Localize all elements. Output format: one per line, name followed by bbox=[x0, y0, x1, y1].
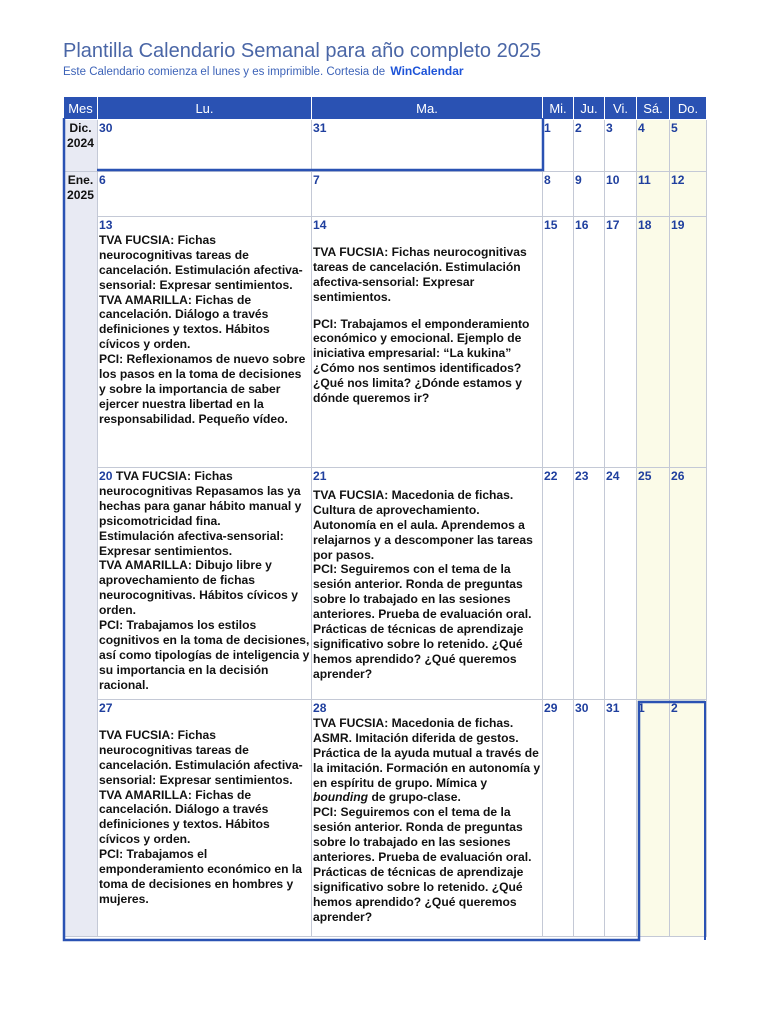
day-number: 6 bbox=[99, 173, 106, 187]
day-number: 17 bbox=[606, 218, 620, 232]
day-cell[interactable] bbox=[605, 120, 637, 172]
activity-text: TVA FUCSIA: Fichas neurocognitivas Repasamos las ya hechas para ganar hábito manual y psicomotricidad fina. bbox=[99, 469, 302, 528]
day-number: 5 bbox=[671, 121, 678, 135]
col-header-ju: Ju. bbox=[574, 97, 605, 120]
weekend-cell[interactable] bbox=[637, 468, 670, 700]
day-number: 2 bbox=[671, 701, 678, 715]
activity-text: PCI: Seguiremos con el tema de la sesión anterior. Ronda de preguntas sobre lo trabajado en las sesiones anteriores. Prueba de evaluación oral. Prácticas de técnicas de aprendizaje significativo sobre lo retenido. ¿Qué hemos aprendido? ¿Qué queremos aprender? bbox=[313, 805, 532, 924]
col-header-mes: Mes bbox=[64, 97, 98, 120]
day-cell[interactable] bbox=[574, 172, 605, 217]
day-number: 2 bbox=[575, 121, 582, 135]
day-number: 12 bbox=[671, 173, 685, 187]
day-number: 1 bbox=[638, 701, 645, 715]
day-cell[interactable] bbox=[312, 468, 543, 700]
subtitle-text: Este Calendario comienza el lunes y es imprimible. Cortesia de bbox=[63, 66, 386, 78]
day-cell[interactable] bbox=[605, 700, 637, 937]
weekend-cell[interactable] bbox=[637, 120, 670, 172]
day-cell[interactable] bbox=[574, 468, 605, 700]
day-number: 20 bbox=[99, 469, 113, 483]
week-row bbox=[64, 120, 707, 172]
day-number: 15 bbox=[544, 218, 558, 232]
col-header-mi: Mi. bbox=[543, 97, 574, 120]
activity-text: TVA FUCSIA: Macedonia de fichas. ASMR. Imitación diferida de gestos. Práctica de la ayuda mutual a través de la imitación. Formación en autonomía y en espíritu de grupo. Mímica y bounding de grupo-clase. bbox=[313, 715, 541, 805]
day-number: 1 bbox=[544, 121, 551, 135]
col-header-do: Do. bbox=[670, 97, 707, 120]
weekend-cell[interactable] bbox=[637, 217, 670, 468]
activity-text: TVA AMARILLA: Dibujo libre y aprovechamiento de fichas neurocognitivas. Hábitos cívicos y orden. bbox=[99, 558, 298, 618]
day-cell[interactable] bbox=[605, 468, 637, 700]
week-row bbox=[64, 468, 707, 700]
col-header-vi: Vi. bbox=[605, 97, 637, 120]
day-cell[interactable] bbox=[98, 468, 312, 700]
day-cell[interactable] bbox=[574, 700, 605, 937]
col-header-ma: Ma. bbox=[312, 97, 543, 120]
brand-link[interactable]: WinCalendar bbox=[390, 64, 464, 78]
day-cell[interactable] bbox=[574, 217, 605, 468]
day-cell[interactable] bbox=[574, 120, 605, 172]
day-cell[interactable] bbox=[312, 120, 543, 172]
weekend-cell[interactable] bbox=[637, 172, 670, 217]
day-number: 7 bbox=[313, 173, 320, 187]
page-title: Plantilla Calendario Semanal para año completo 2025 bbox=[63, 40, 542, 62]
col-header-sa: Sá. bbox=[637, 97, 670, 120]
col-header-lu: Lu. bbox=[98, 97, 312, 120]
day-number: 9 bbox=[575, 173, 582, 187]
day-number: 21 bbox=[313, 469, 327, 483]
day-cell[interactable] bbox=[605, 217, 637, 468]
week-row bbox=[64, 217, 707, 468]
day-number: 31 bbox=[606, 701, 620, 715]
day-cell[interactable] bbox=[98, 700, 312, 937]
weekend-cell[interactable] bbox=[637, 700, 670, 937]
day-cell[interactable] bbox=[543, 217, 574, 468]
activity-text: TVA AMARILLA: Fichas de cancelación. Diálogo a través definiciones y textos. Hábitos cívicos y orden. bbox=[99, 787, 270, 847]
day-cell[interactable] bbox=[312, 172, 543, 217]
weekend-cell[interactable] bbox=[670, 217, 707, 468]
day-number: 28 bbox=[313, 701, 327, 715]
day-number: 19 bbox=[671, 218, 685, 232]
activity-text: PCI: Trabajamos los estilos cognitivos en la toma de decisiones, así como tipologías de inteligencia y su importancia en la decisión racional. bbox=[99, 618, 310, 692]
weekly-calendar-table bbox=[63, 96, 707, 937]
day-number: 14 bbox=[313, 218, 327, 232]
weekend-cell[interactable] bbox=[670, 120, 707, 172]
activity-text: PCI: Seguiremos con el tema de la sesión anterior. Ronda de preguntas sobre lo trabajado en las sesiones anteriores. Prueba de evaluación oral. Prácticas de técnicas de aprendizaje significativo sobre lo retenido. ¿Qué hemos aprendido? ¿Qué queremos aprender? bbox=[313, 562, 532, 681]
day-number: 11 bbox=[638, 173, 651, 187]
day-number: 31 bbox=[313, 121, 327, 135]
week-row bbox=[64, 700, 707, 937]
month-label: Ene. 2025 bbox=[64, 172, 98, 937]
day-cell[interactable] bbox=[543, 172, 574, 217]
day-cell[interactable] bbox=[543, 700, 574, 937]
activity-text: TVA FUCSIA: Fichas neurocognitivas tareas de cancelación. Estimulación afectiva-sensorial: Expresar sentimientos. bbox=[313, 244, 527, 304]
day-number: 22 bbox=[544, 469, 558, 483]
activity-text: TVA FUCSIA: Fichas neurocognitivas tareas de cancelación. Estimulación afectiva-sensorial: Expresar sentimientos. bbox=[99, 232, 303, 292]
day-number: 4 bbox=[638, 121, 645, 135]
day-number: 23 bbox=[575, 469, 589, 483]
week-row bbox=[64, 172, 707, 217]
page-subtitle bbox=[63, 64, 464, 78]
activity-text: PCI: Trabajamos el emponderamiento económico en la toma de decisiones en hombres y mujeres. bbox=[99, 847, 302, 906]
activity-text: Estimulación afectiva-sensorial: Expresar sentimientos. bbox=[99, 528, 284, 558]
header-row bbox=[64, 97, 707, 120]
activity-text: PCI: Reflexionamos de nuevo sobre los pasos en la toma de decisiones y sobre la importancia de saber ejercer nuestra libertad en la responsabilidad. Pequeño vídeo. bbox=[99, 352, 306, 426]
activity-text: TVA FUCSIA: Macedonia de fichas. Cultura de aprovechamiento. Autonomía en el aula. Aprendemos a relajarnos y a descomponer las tareas por pasos. bbox=[313, 487, 533, 562]
day-number: 27 bbox=[99, 701, 113, 715]
day-cell[interactable] bbox=[98, 172, 312, 217]
weekend-cell[interactable] bbox=[670, 172, 707, 217]
day-number: 10 bbox=[606, 173, 620, 187]
day-number: 25 bbox=[638, 469, 652, 483]
emphasis-text: bounding bbox=[313, 790, 369, 805]
day-cell[interactable] bbox=[98, 120, 312, 172]
day-number: 26 bbox=[671, 469, 685, 483]
day-number: 3 bbox=[606, 121, 613, 135]
day-cell[interactable] bbox=[98, 217, 312, 468]
day-number: 24 bbox=[606, 469, 620, 483]
month-label: Dic. 2024 bbox=[64, 120, 98, 172]
day-cell[interactable] bbox=[543, 468, 574, 700]
day-cell[interactable] bbox=[605, 172, 637, 217]
day-cell[interactable] bbox=[312, 217, 543, 468]
day-cell[interactable] bbox=[312, 700, 543, 937]
day-number: 30 bbox=[99, 121, 113, 135]
day-cell[interactable] bbox=[543, 120, 574, 172]
activity-text: TVA AMARILLA: Fichas de cancelación. Diálogo a través definiciones y textos. Hábitos cívicos y orden. bbox=[99, 292, 270, 352]
day-number: 30 bbox=[575, 701, 589, 715]
weekend-cell[interactable] bbox=[670, 468, 707, 700]
day-number: 16 bbox=[575, 218, 589, 232]
day-number: 18 bbox=[638, 218, 652, 232]
day-number: 13 bbox=[99, 218, 113, 232]
weekend-cell[interactable] bbox=[670, 700, 707, 937]
day-number: 8 bbox=[544, 173, 551, 187]
day-number: 29 bbox=[544, 701, 558, 715]
activity-text: TVA FUCSIA: Fichas neurocognitivas tareas de cancelación. Estimulación afectiva-sensorial: Expresar sentimientos. bbox=[99, 727, 303, 787]
activity-text: PCI: Trabajamos el emponderamiento económico y emocional. Ejemplo de iniciativa empresarial: “La kukina” ¿Cómo nos sentimos identificados? ¿Qué nos limita? ¿Dónde estamos y dónde queremos ir? bbox=[313, 316, 530, 406]
